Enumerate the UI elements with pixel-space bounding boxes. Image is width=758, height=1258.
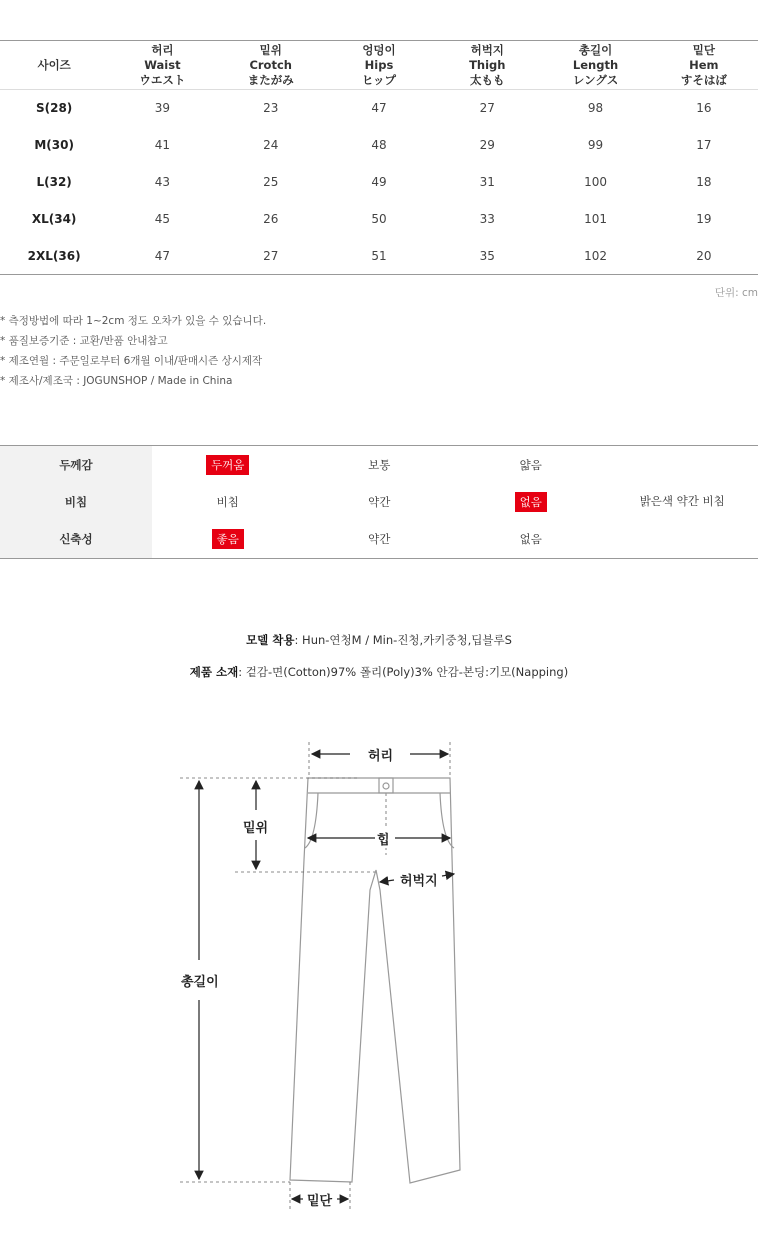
table-cell: 100: [584, 175, 607, 189]
table-cell: 25: [263, 175, 279, 189]
table-cell: 101: [584, 212, 607, 226]
attribute-option: [607, 446, 758, 484]
note-item: * 제조연월 : 주문일로부터 6개월 이내/판매시즌 상시제작: [0, 355, 263, 367]
table-cell: 41: [154, 138, 171, 152]
table-cell: 26: [263, 212, 279, 226]
table-row: [0, 164, 758, 201]
attribute-option: 없음: [455, 483, 607, 521]
attribute-option: 비침: [216, 494, 239, 509]
hip-label: 힙: [377, 829, 390, 848]
table-cell: 23: [263, 101, 279, 116]
table-cell: 27: [263, 248, 279, 263]
table-cell: 99: [587, 138, 604, 152]
crotch-label: 밑위: [243, 817, 268, 836]
table-cell: 35: [479, 248, 495, 263]
material-label: 제품 소재: [189, 665, 239, 679]
size-cell: L(32): [36, 175, 72, 189]
table-cell: 20: [696, 248, 712, 263]
attribute-option: 얇음: [519, 457, 542, 472]
length-label: 총길이: [181, 971, 219, 990]
pants-measurement-diagram: [170, 730, 490, 1230]
attribute-option: 약간: [368, 494, 391, 509]
table-cell: 33: [479, 212, 495, 226]
unit-label: 단위: cm: [714, 287, 758, 299]
table-row: [0, 127, 758, 164]
table-cell: 19: [696, 212, 712, 226]
model-info: [0, 632, 758, 648]
notes-list: [0, 311, 266, 391]
table-row: [0, 90, 758, 127]
pants-outline: [290, 778, 460, 1183]
attribute-row-thickness: [0, 446, 758, 484]
attribute-label: 두께감: [0, 446, 152, 484]
table-cell: 24: [263, 138, 279, 152]
table-cell: 48: [371, 138, 387, 152]
table-cell: 16: [696, 101, 712, 116]
header-crotch: 밑위 Crotch またがみ: [247, 42, 294, 87]
table-cell: 31: [479, 175, 495, 189]
fabric-attribute-table: [0, 445, 758, 559]
size-cell: XL(34): [31, 212, 77, 226]
model-label: 모델 착용: [246, 633, 295, 647]
table-cell: 50: [371, 212, 387, 226]
size-cell: S(28): [35, 101, 73, 116]
note-item: * 품질보증기준 : 교환/반품 안내참고: [0, 335, 168, 347]
attribute-row-sheerness: [0, 483, 758, 521]
size-cell: M(30): [34, 138, 74, 152]
table-cell: 17: [696, 138, 712, 152]
attribute-option: 밝은색 약간 비침: [639, 494, 725, 509]
table-cell: 43: [154, 175, 171, 189]
attribute-option: 두꺼움: [152, 446, 304, 484]
table-cell: 49: [371, 175, 387, 189]
table-cell: 18: [696, 175, 712, 189]
attribute-option: 좋음: [152, 521, 304, 559]
table-cell: 27: [479, 101, 495, 116]
waist-label: 허리: [368, 745, 393, 764]
table-cell: 47: [371, 101, 387, 116]
table-cell: 51: [371, 248, 387, 263]
header-hem: 밑단 Hem すそはば: [680, 42, 727, 87]
attribute-option: [607, 521, 758, 559]
table-cell: 102: [584, 248, 607, 263]
table-cell: 39: [154, 101, 171, 116]
header-length: 총길이 Length レングス: [572, 42, 619, 87]
attribute-option: 약간: [368, 532, 391, 546]
model-value: : Hun-연청M / Min-진청,카키중청,딥블루S: [294, 633, 512, 647]
material-info: [0, 664, 758, 680]
table-row: [0, 201, 758, 238]
material-value: : 겉감-면(Cotton)97% 폴리(Poly)3% 안감-본딩:기모(Napping): [238, 665, 569, 679]
table-cell: 98: [587, 101, 604, 116]
size-table-header: [0, 41, 758, 90]
note-item: * 제조사/제조국 : JOGUNSHOP / Made in China: [0, 375, 233, 387]
attribute-row-stretch: [0, 521, 758, 559]
hem-label: 밑단: [307, 1190, 332, 1209]
attribute-label: 비침: [0, 483, 152, 521]
header-waist: 허리 Waist ウエスト: [139, 42, 186, 87]
table-cell: 47: [154, 248, 171, 263]
table-row: [0, 238, 758, 275]
header-size: 사이즈: [37, 57, 71, 72]
attribute-label: 신축성: [0, 521, 152, 559]
size-table: [0, 40, 758, 275]
header-hips: 엉덩이 Hips ヒップ: [361, 42, 397, 87]
note-item: * 측정방법에 따라 1~2cm 정도 오차가 있을 수 있습니다.: [0, 315, 267, 327]
header-thigh: 허벅지 Thigh 太もも: [469, 42, 506, 87]
attribute-option: 없음: [519, 532, 542, 546]
table-cell: 29: [479, 138, 495, 152]
table-cell: 45: [154, 212, 171, 226]
size-cell: 2XL(36): [27, 248, 81, 263]
attribute-option: 보통: [368, 457, 391, 472]
thigh-arrow-left: [380, 880, 394, 882]
thigh-label: 허벅지: [400, 870, 438, 889]
